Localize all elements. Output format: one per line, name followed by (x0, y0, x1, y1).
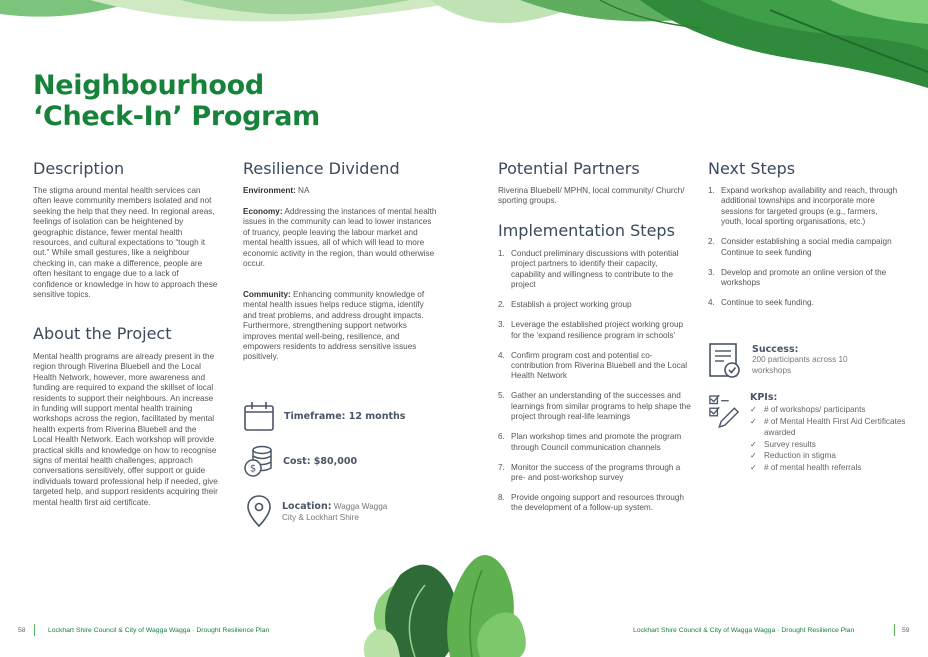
implementation-steps (498, 249, 693, 523)
calendar-icon (243, 400, 275, 432)
step-item (708, 268, 898, 289)
location-label: Location: (282, 501, 332, 512)
step-number: 8. (498, 493, 505, 503)
partners-heading: Potential Partners (498, 159, 640, 178)
location-pin-icon (246, 494, 272, 528)
kpi-label: KPIs: (749, 392, 778, 403)
resilience-environment (243, 186, 438, 196)
step-number: 6. (498, 432, 505, 442)
step-text: Leverage the established project working group for the ‘expand resilience program in schools’ (511, 320, 684, 340)
step-item (708, 237, 898, 258)
cost-row (243, 444, 357, 478)
step-text: Gather an understanding of the successes and learnings from similar programs to help shape the project through real-life learnings (511, 391, 691, 422)
step-number: 5. (498, 391, 505, 401)
footer-text-right: Lockhart Shire Council & City of Wagga Wagga · Drought Resilience Plan (633, 627, 855, 634)
footer-divider-right (894, 624, 895, 636)
step-item (498, 463, 693, 484)
community-text: Enhancing community knowledge of mental health issues helps reduce stigma, identify and treat problems, and address drought impacts. Furthermore, strengthening support networks improves mental well-being, resilience, and empowers residents to address sensitive issues positively. (243, 290, 425, 362)
step-item (708, 186, 898, 228)
step-item (498, 432, 693, 453)
bottom-leaves-illustration (360, 530, 530, 657)
step-text: Conduct preliminary discussions with potential project partners to identify their capacity, capability and willingness to contribute to the project (511, 249, 679, 290)
kpi-item: ✓ # of workshops/ participants (750, 404, 928, 416)
kpi-item: ✓ # of mental health referrals (750, 462, 928, 474)
step-number: 4. (498, 350, 505, 360)
kpi-list (750, 404, 928, 473)
svg-text:$: $ (249, 463, 257, 475)
location-value-1: Wagga Wagga (331, 502, 388, 511)
step-text: Monitor the success of the programs through a pre- and post-workshop survey (511, 462, 681, 483)
next-steps-heading: Next Steps (708, 159, 796, 178)
step-text: Continue to seek funding. (721, 298, 814, 308)
step-item (498, 249, 693, 291)
kpi-block (708, 392, 928, 473)
step-text: Confirm program cost and potential co-contribution from Riverina Bluebell and the Local Health Network (511, 350, 688, 381)
step-item (498, 351, 693, 382)
resilience-heading: Resilience Dividend (243, 159, 400, 178)
title-line-1: Neighbourhood (33, 70, 264, 101)
about-heading: About the Project (33, 324, 172, 343)
resilience-community (243, 290, 438, 363)
partners-text: Riverina Bluebell/ MPHN, local community/ Church/ sporting groups. (498, 186, 685, 206)
footer-divider-left (34, 624, 35, 636)
description-heading: Description (33, 159, 125, 178)
timeframe-label: Timeframe: 12 months (284, 410, 406, 422)
economy-label: Economy: (243, 207, 283, 216)
success-label: Success: (752, 344, 799, 355)
step-item (498, 391, 693, 422)
step-text: Establish a project working group (511, 300, 632, 310)
economy-text: Addressing the instances of mental health issues in the community can lead to lower instances of truancy, people leaving the labour market and mental health issues, all of which will lead to more economic activity in the region, than would otherwise occur. (243, 207, 437, 269)
step-number: 1. (498, 249, 505, 258)
step-text: Develop and promote an online version of the workshops (721, 267, 887, 288)
implementation-heading: Implementation Steps (498, 221, 675, 240)
step-text: Expand workshop availability and reach, through additional townships and incorporate more sessions for targeted groups (e.g., farmers, youth, local sporting organisations, etc.) (721, 186, 898, 227)
timeframe-row (243, 400, 405, 432)
footer-text-left: Lockhart Shire Council & City of Wagga Wagga · Drought Resilience Plan (48, 627, 270, 634)
resilience-economy (243, 207, 438, 269)
kpi-item: ✓ # of Mental Health First Aid Certificates awarded (750, 416, 928, 439)
step-number: 3. (708, 267, 715, 277)
checklist-icon (708, 392, 740, 432)
step-number: 7. (498, 462, 505, 472)
community-label: Community: (243, 290, 291, 299)
step-number: 1. (708, 186, 715, 195)
step-number: 3. (498, 320, 505, 330)
cost-label: Cost: $80,000 (283, 455, 358, 467)
kpi-item: ✓ Survey results (750, 439, 928, 451)
step-item (498, 300, 693, 310)
title-line-2: ‘Check-In’ Program (33, 101, 320, 132)
step-number: 2. (708, 237, 715, 247)
location-value-2: City & Lockhart Shire (282, 513, 359, 522)
description-text: The stigma around mental health services can often leave community members isolated and not seeking the help that they need. In regional areas, feelings of isolation can be heightened by geographic distance, fewer mental health resources, and cultural expectations to “tough it out.” While small gestures, like a neighbour checking in, can make a difference, people are often hesitant to engage due to a lack of confidence or knowledge in how to approach these sensitive topics. (33, 186, 218, 300)
page-number-left: 58 (18, 627, 26, 634)
next-steps-list (708, 186, 898, 318)
page-number-right: 59 (902, 627, 910, 634)
step-number: 4. (708, 298, 715, 308)
kpi-item: ✓ Reduction in stigma (750, 450, 928, 462)
step-text: Consider establishing a social media campaign Continue to seek funding (721, 237, 892, 257)
step-number: 2. (498, 300, 505, 310)
coins-icon (243, 444, 275, 478)
about-text: Mental health programs are already present in the region through Riverina Bluebell and the Local Health Network, however, more awareness and funding are required to expand the skillset of local residents to support their neighbours. An increase in funding will support mental health training workshops across the region, facilitated by mental health experts from Riverina Bluebell and the Local Health Network. Each workshop will provide practical skills and knowledge on how to recognise signs of mental health challenges, approach conversations sensitively, offer support or guide individuals toward professional help if needed, give targeted help, and support residents acquiring their mental health first aid certificate. (33, 352, 218, 507)
environment-text: NA (295, 186, 310, 195)
environment-label: Environment: (243, 186, 296, 195)
page-title (33, 70, 320, 132)
success-block (708, 342, 882, 380)
step-item (498, 493, 693, 514)
step-item (498, 320, 693, 341)
step-text: Plan workshop times and promote the program through Council communication channels (511, 432, 682, 452)
step-item (708, 298, 898, 308)
success-text: 200 participants across 10 workshops (752, 355, 848, 375)
step-text: Provide ongoing support and resources through the development of a follow-up system. (511, 493, 684, 513)
certificate-icon (708, 342, 742, 380)
location-row (246, 494, 387, 528)
